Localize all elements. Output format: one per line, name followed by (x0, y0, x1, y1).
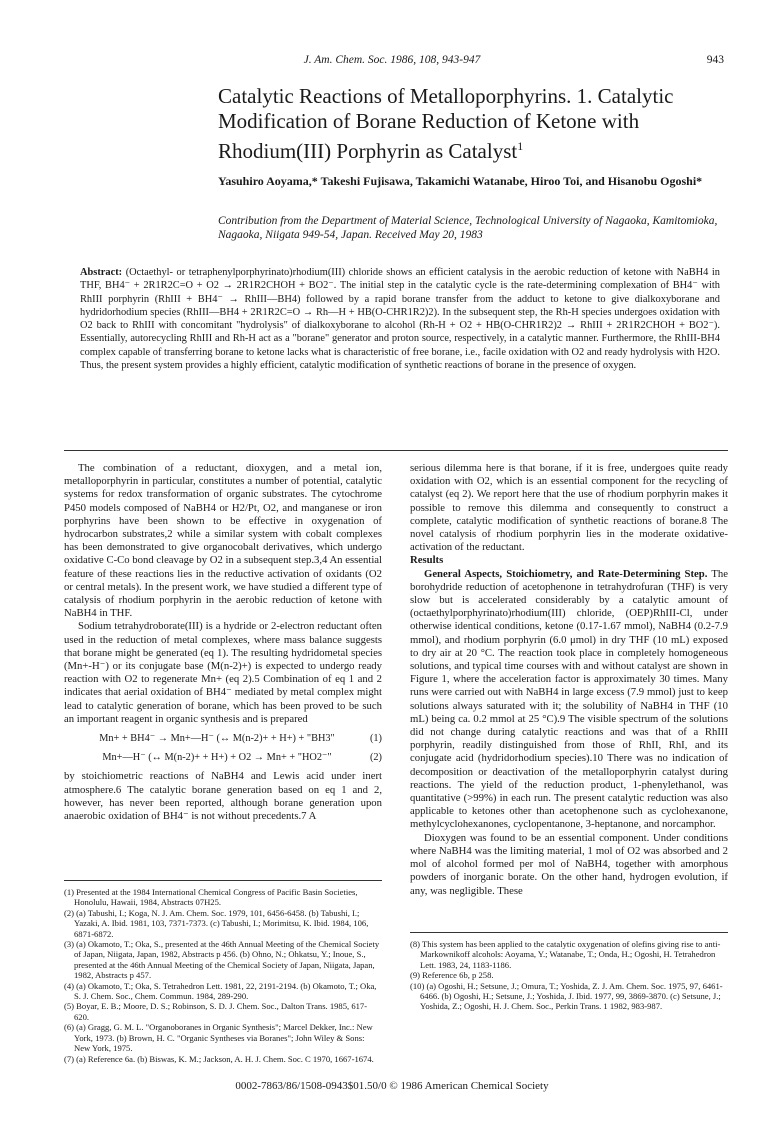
footnote: (1) Presented at the 1984 International Chemical Congress of Pacific Basin Societies, Honolulu, Hawaii, 1984, Abstracts 07H25. (64, 887, 358, 908)
subsection-heading: General Aspects, Stoichiometry, and Rate-Determining Step. (424, 567, 708, 580)
abstract-text: (Octaethyl- or tetraphenylporphyrinato)rhodium(III) chloride shows an efficient catalysis in the aerobic reduction of ketone with NaBH4 in THF, BH4⁻ + 2R1R2C=O + O2 → 2R1R2CHOH + BO2⁻. The initial step in the catalytic cycle is the rate-determining complexation of BH4⁻ with RhIII porphyrin (RhIII + BH4⁻ → RhIII—BH4) followed by a rapid borane transfer from the adduct to ketone to give dialkoxyborane and hydridorhodium species (RhIII—BH4 + 2R1R2C=O → Rh—H + HB(O-CHR1R2)2). In the subsequent step, the Rh-H species undergoes oxidation with O2 back to RhIII with concomitant "hydrolysis" of dialkoxyborane to alcohol (Rh-H + O2 + HB(O-CHR1R2)2 → RhIII + 2R1R2CHOH + BO2⁻). Essentially, autorecycling RhIII and Rh-H act as a "borane" generator and proton source, respectively, in a catalytic manner. Furthermore, the RhIII-BH4 complex capable of transferring borane to ketone lacks what is characteristic of free borane, i.e., facile oxidation with O2 and ready hydrolysis with H2O. Thus, the present system provides a highly efficient, catalytic modification of synthetic reactions of borane in the presence of oxygen. (80, 267, 720, 372)
equation-number: (2) (369, 752, 382, 764)
equation-text: Mn+—H⁻ (↔ M(n-2)+ + H+) + O2 → Mn+ + "HO2⁻" (102, 752, 332, 764)
title-text: Catalytic Reactions of Metalloporphyrins. 1. Catalytic Modification of Borane Reduction of Ketone with Rhodium(III) Porphyrin as Catalyst (218, 84, 674, 163)
footnote: (10) (a) Ogoshi, H.; Setsune, J.; Omura, T.; Yoshida, Z. J. Am. Chem. Soc. 1975, 97, 6461-6466. (b) Ogoshi, H.; Setsune, J.; Yoshida, J. Ibid. 1977, 99, 3869-3870. (c) Setsune, J.; Yoshida, Z.; Ogoshi, H. J. Chem. Soc., Perkin Trans. 1 1982, 983-987. (410, 980, 723, 1012)
title-footnote-mark: 1 (517, 139, 524, 153)
body-paragraph: by stoichiometric reactions of NaBH4 and Lewis acid under inert atmosphere.6 The catalytic borane generation based on eq 1 and 2, however, has never been reported, although borane generation upon anaerobic oxidation of BH4⁻ is not without precedents.7 A (64, 770, 382, 823)
copyright-footer: 0002-7863/86/1508-0943$01.50/0 © 1986 American Chemical Society (235, 1080, 549, 1092)
footnotes-right (410, 932, 728, 1012)
equation-1 (64, 732, 382, 745)
body-paragraph (410, 568, 728, 832)
footnotes-left (64, 880, 382, 1064)
body-paragraph: Sodium tetrahydroborate(III) is a hydride or 2-electron reductant often used in the reduction of metal complexes, where mass balance suggests that borane might be generated (eq 1). The resulting hydridometal species (Mn+-H⁻) or its conjugate base (M(n-2)+) is expected to undergo ready reaction with O2 to regenerate Mn+ (eq 2).5 Combination of eq 1 and 2 indicates that aerial oxidation of BH4⁻ mediated by metal complex might lead to catalytic generation of borane, which has been proved to be such an important reagent in organic synthesis and is prepared (64, 620, 382, 725)
body-paragraph: Dioxygen was found to be an essential component. Under conditions where NaBH4 was the limiting material, 1 mol of O2 was absorbed and 2 mol of alcohol formed per mol of NaBH4, together with amorphous powders of inorganic borate. On the other hand, hydrogen evolution, if any, was negligible. These (410, 831, 728, 897)
body-paragraph: The combination of a reductant, dioxygen, and a metal ion, metalloporphyrin in particular, constitutes a number of potential, catalytic systems for redox transformation of organic substrates. The cytochrome P450 models composed of NaBH4 or H2/Pt, O2, and manganese or iron porphyrins have been shown to be effective in oxygenation of hydrocarbon substrates,2 while a similar system with cobalt complexes has been demonstrated to give organocobalt derivatives, which undergo oxidative C-Co bond cleavage by O2 in a subsequent step.3,4 An essential feature of these reactions lies in the reductive activation of oxidants (O2 or central metals). In the present work, we have studied a different type of catalysis of rhodium porphyrin in the aerobic reduction of ketone with NaBH4 in THF. (64, 462, 382, 620)
right-column (410, 462, 728, 898)
footnote: (2) (a) Tabushi, I.; Koga, N. J. Am. Chem. Soc. 1979, 101, 6456-6458. (b) Tabushi, I.; Yazaki, A. Ibid. 1981, 103, 7371-7373. (c) Tabushi, I.; Morimitsu, K. Ibid. 1984, 106, 6871-6872. (64, 907, 369, 939)
section-heading-results: Results (410, 554, 444, 567)
footnote: (9) Reference 6b, p 258. (410, 970, 494, 981)
equation-text: Mn+ + BH4⁻ → Mn+—H⁻ (↔ M(n-2)+ + H+) + "BH3" (99, 733, 335, 745)
equation-2 (64, 751, 382, 764)
abstract (80, 266, 720, 372)
abstract-label: Abstract: (80, 267, 123, 278)
paper-title (218, 84, 728, 164)
footnote: (3) (a) Okamoto, T.; Oka, S., presented at the 46th Annual Meeting of the Chemical Society of Japan, Niigata, Japan, 1982, Abstracts p 456. (b) Ohno, N.; Ohkatsu, Y.; Inoue, S., presented at the 46th Annual Meeting of the Chemical Society of Japan, Niigata, Japan, 1982, Abstracts p 457. (64, 939, 380, 981)
affiliation: Contribution from the Department of Material Science, Technological University of Nagaoka, Kamitomioka, Nagaoka, Niigata 949-54, Japan. Received May 20, 1983 (218, 215, 718, 241)
body-paragraph: serious dilemma here is that borane, if it is free, undergoes quite ready oxidation with O2, which is an essential component for the recycling of catalyst (eq 2). We report here that the use of rhodium porphyrin makes it possible to remove this dilemma and consequently to construct a complete, catalytic modification of synthetic reactions of borane.8 The novel catalysis of rhodium porphyrin lies in the moderate oxidative-activation of the reductant. (410, 462, 728, 554)
footnote: (4) (a) Okamoto, T.; Oka, S. Tetrahedron Lett. 1981, 22, 2191-2194. (b) Okamoto, T.; Oka, S. J. Chem. Soc., Chem. Commun. 1984, 289-290. (64, 980, 377, 1002)
footnote: (7) (a) Reference 6a. (b) Biswas, K. M.; Jackson, A. H. J. Chem. Soc. C 1970, 1667-1674. (64, 1053, 374, 1064)
left-column (64, 462, 382, 823)
body-text: The borohydride reduction of acetophenone in tetrahydrofuran (THF) is very slow but is accelerated considerably by a catalytic amount of (octaethylporphyrinato)rhodium(III) chloride, (OEP)RhIII-Cl, under otherwise identical conditions, ketone (0.17-1.67 mmol), NaBH4 (0.2-7.9 mmol), and rhodium porphyrin (6.0 μmol) in dry THF (10 mL) exposed to dry air at 20 °C. The reaction took place in completely homogeneous solutions, and typical time courses with and without catalyst are shown in Figure 1, where the acceleration factor is approximately 30 times. Many runs were carried out with NaBH4 in large excess (7.9 mmol) just to keep solutions always saturated with it; the solubility of NaBH4 in THF (10 mL) being ca. 0.2 mmol at 25 °C).9 The visible spectrum of the solutions did not change during catalytic reactions and was that of a RhIII porphyrin, readily distinguished from those of RhII, RhI, and its conjugate acid (hydridorhodium species).10 There was no indication of decomposition or deactivation of the metalloporphyrin catalyst during reactions. The yield of the reduction product, 1-phenylethanol, was quantitative (>99%) in each run. The present catalytic reduction was also applicable to ketones other than acetophenone such as cyclohexanone, methylcyclohexanones, cyclopentanone, 3-heptanone, and norcamphor. (410, 567, 728, 831)
page-number: 943 (706, 54, 724, 66)
equation-number: (1) (369, 733, 382, 745)
author-list: Yasuhiro Aoyama,* Takeshi Fujisawa, Takamichi Watanabe, Hiroo Toi, and Hisanobu Ogoshi* (218, 174, 703, 188)
footnote: (8) This system has been applied to the catalytic oxygenation of olefins giving rise to anti-Markownikoff alcohols: Aoyama, Y.; Watanabe, T.; Onda, H.; Ogoshi, H. Tetrahedron Lett. 1983, 24, 1183-1186. (410, 939, 721, 970)
abstract-divider (64, 450, 728, 451)
footnote: (6) (a) Gragg, G. M. L. "Organoboranes in Organic Synthesis"; Marcel Dekker, Inc.: New York, 1973. (b) Brown, H. C. "Organic Syntheses via Boranes"; John Wiley & Sons: New York, 1975. (64, 1022, 373, 1054)
journal-citation: J. Am. Chem. Soc. 1986, 108, 943-947 (303, 54, 481, 66)
footnote: (5) Boyar, E. B.; Moore, D. S.; Robinson, S. D. J. Chem. Soc., Dalton Trans. 1985, 617-620. (64, 1001, 368, 1022)
